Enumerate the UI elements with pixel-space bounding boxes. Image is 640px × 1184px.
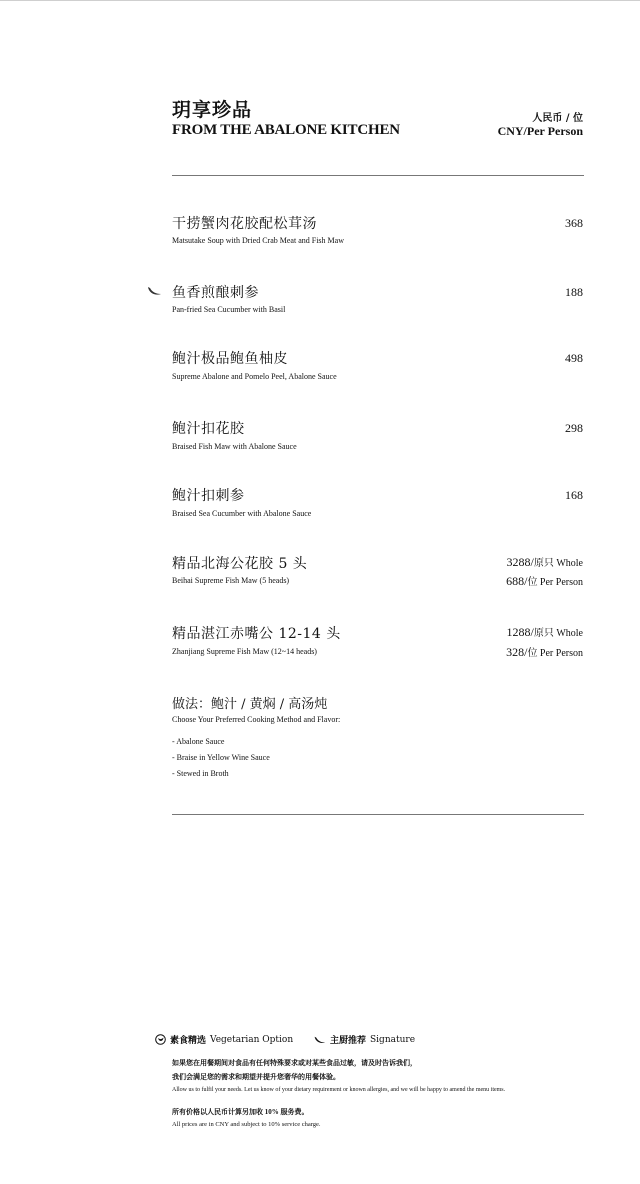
menu-item-name-en: Supreme Abalone and Pomelo Peel, Abalone Sauce (172, 372, 337, 381)
menu-item-name-en: Braised Sea Cucumber with Abalone Sauce (172, 509, 312, 518)
price-person-value: 688/ (506, 574, 528, 588)
service-note-en: All prices are in CNY and subject to 10% service charge. (172, 1121, 321, 1128)
menu-item-name-cn: 鲍汁扣刺参 (172, 488, 245, 504)
price-person-unit: 位 Per Person (527, 577, 583, 588)
signature-icon (146, 285, 162, 297)
legend-vegetarian (155, 1033, 293, 1046)
menu-item-name-cn: 鲍汁极品鲍鱼柚皮 (172, 351, 288, 367)
allergy-note-en: Allow us to fulfil your needs. Let us know of your dietary requirement or known allergies, and we will be happy to amend the menu items. (172, 1087, 506, 1093)
menu-item-price: 298 (565, 421, 583, 435)
price-whole-unit: 原只 Whole (533, 628, 583, 639)
legend-signature-en: Signature (370, 1034, 416, 1045)
menu-item-name-en: Matsutake Soup with Dried Crab Meat and Fish Maw (172, 236, 344, 245)
cooking-method-title-cn: 做法：鲍汁 / 黄焖 / 高汤炖 (172, 697, 328, 712)
menu-item-name-cn: 鲍汁扣花胶 (172, 421, 245, 437)
menu-item-name-en: Beihai Supreme Fish Maw (5 heads) (172, 576, 290, 585)
menu-item-name-en: Pan-fried Sea Cucumber with Basil (172, 305, 286, 314)
menu-item-price-whole (507, 624, 584, 640)
service-note-cn: 所有价格以人民币计算另加收 10% 服务费。 (172, 1108, 309, 1116)
menu-item-name-cn: 干捞蟹肉花胶配松茸汤 (172, 216, 317, 232)
price-person-value: 328/ (506, 645, 528, 659)
legend-vegetarian-en: Vegetarian Option (210, 1034, 294, 1045)
menu-item-price-person (506, 573, 583, 589)
menu-item-price: 498 (565, 351, 583, 365)
section-title-cn: 玥享珍品 (172, 99, 253, 121)
legend-signature-cn: 主厨推荐 (330, 1036, 367, 1046)
cooking-method-option: - Stewed in Broth (172, 769, 229, 778)
allergy-note-cn-1: 如果您在用餐期间对食品有任何特殊要求或对某些食品过敏，请及时告诉我们， (172, 1059, 417, 1067)
price-whole-value: 3288/ (506, 555, 534, 569)
price-whole-unit: 原只 Whole (533, 558, 583, 569)
price-whole-value: 1288/ (506, 625, 534, 639)
menu-item-name-cn: 精品北海公花胶 5 头 (172, 556, 308, 572)
allergy-note-cn-2: 我们会满足您的需求和期望并提升您奢华的用餐体验。 (172, 1073, 340, 1081)
bottom-divider (172, 814, 584, 815)
currency-label-en: CNY/Per Person (497, 124, 583, 138)
cooking-method-option: - Abalone Sauce (172, 737, 225, 746)
menu-item-name-en: Braised Fish Maw with Abalone Sauce (172, 442, 297, 451)
price-person-unit: 位 Per Person (527, 648, 583, 659)
legend-vegetarian-cn: 素食精选 (170, 1036, 207, 1046)
cooking-method-option: - Braise in Yellow Wine Sauce (172, 753, 270, 762)
top-divider (172, 175, 584, 176)
menu-item-name-cn: 鱼香煎酿刺参 (172, 285, 259, 301)
cooking-method-title-en: Choose Your Preferred Cooking Method and Flavor: (172, 715, 341, 724)
currency-label-cn: 人民币 / 位 (532, 113, 583, 124)
menu-item-price: 188 (565, 285, 583, 299)
section-title-en: FROM THE ABALONE KITCHEN (172, 122, 400, 138)
menu-item-name-cn: 精品湛江赤嘴公 12-14 头 (172, 626, 341, 642)
menu-item-name-en: Zhanjiang Supreme Fish Maw (12~14 heads) (172, 647, 317, 656)
vegetarian-icon (155, 1034, 166, 1045)
signature-icon (313, 1035, 326, 1045)
menu-item-price-person (506, 644, 583, 660)
legend-signature (313, 1033, 415, 1046)
menu-item-price-whole (507, 554, 584, 570)
menu-item-price: 368 (565, 216, 583, 230)
menu-item-price: 168 (565, 488, 583, 502)
